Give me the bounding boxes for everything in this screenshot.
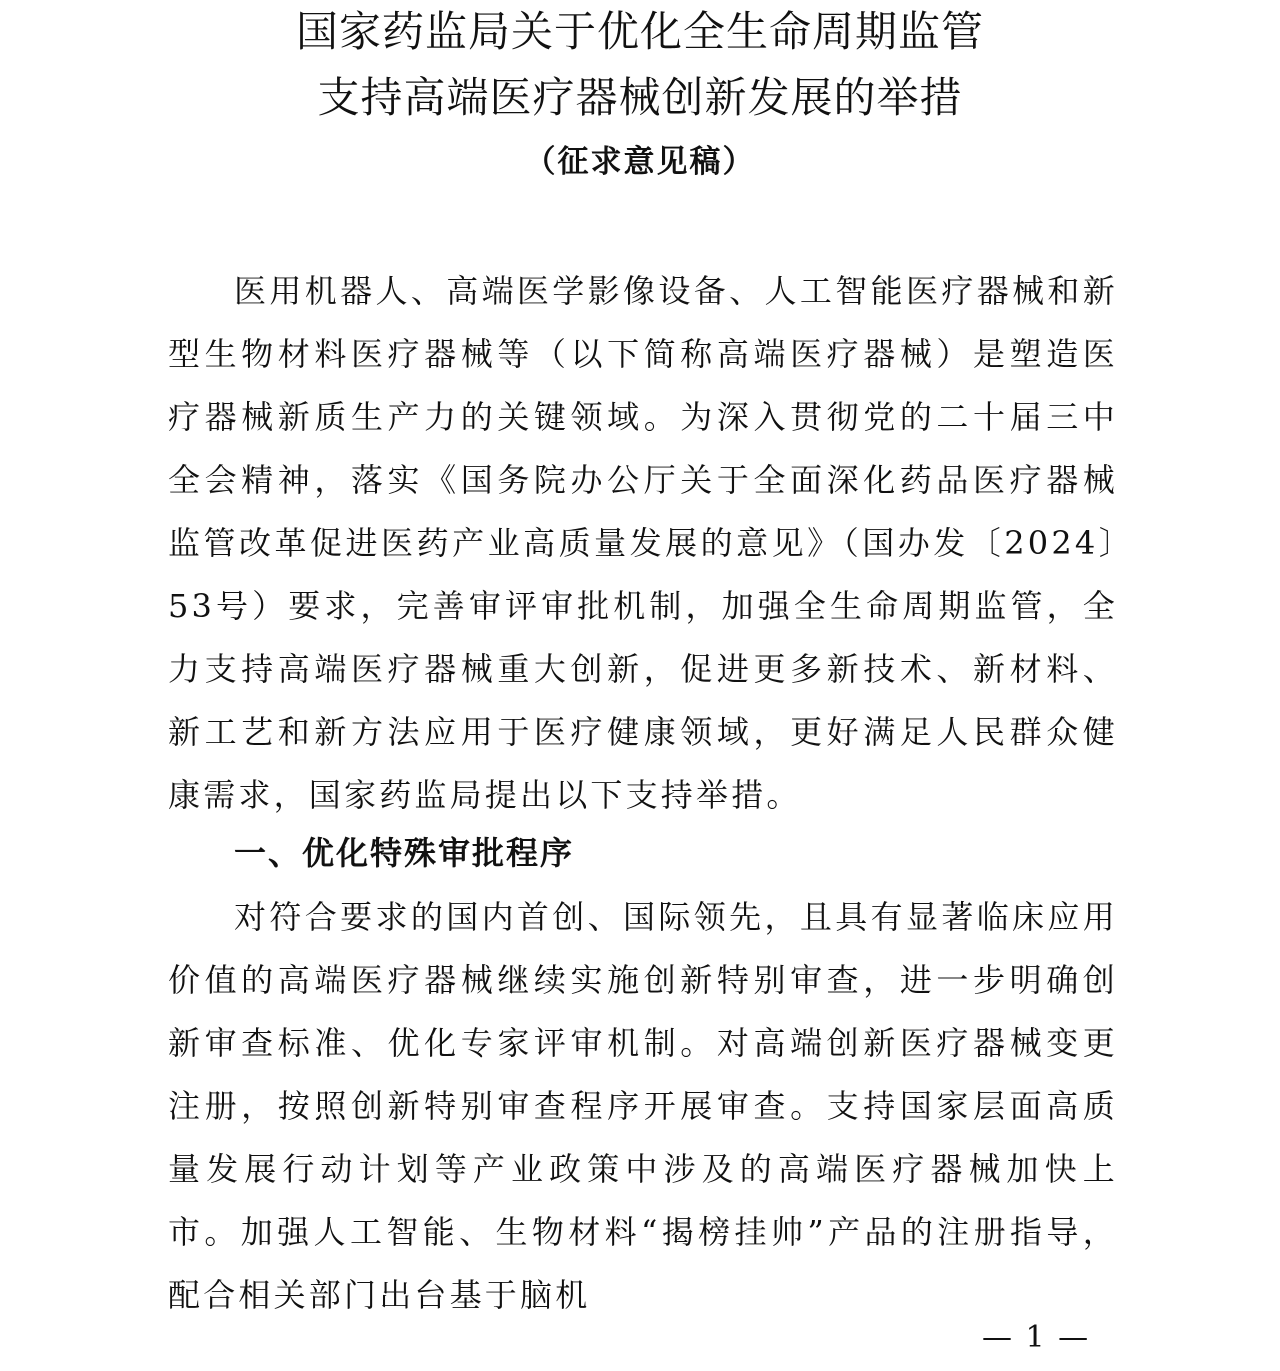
document-title-line-2: 支持高端医疗器械创新发展的举措: [317, 73, 963, 122]
page-number: — 1 —: [982, 1320, 1091, 1355]
intro-paragraph: 医用机器人、高端医学影像设备、人工智能医疗器械和新型生物材料医疗器械等（以下简称高端医疗器械）是塑造医疗器械新质生产力的关键领域。为深入贯彻党的二十届三中全会精神，落实《国务院办公厅关于全面深化药品医疗器械监管改革促进医药产业高质量发展的意见》（国办发〔2024〕53号）要求，完善审评审批机制，加强全生命周期监管，全力支持高端医疗器械重大创新，促进更多新技术、新材料、新工艺和新方法应用于医疗健康领域，更好满足人民群众健康需求，国家药监局提出以下支持举措。: [168, 272, 1118, 814]
document-title-line-1: 国家药监局关于优化全生命周期监管: [295, 7, 984, 56]
document-subtitle: （征求意见稿）: [524, 144, 756, 180]
section-heading-1: 一、优化特殊审批程序: [234, 834, 575, 872]
section-1-paragraph: 对符合要求的国内首创、国际领先，且具有显著临床应用价值的高端医疗器械继续实施创新特别审查，进一步明确创新审查标准、优化专家评审机制。对高端创新医疗器械变更注册，按照创新特别审查程序开展审查。支持国家层面高质量发展行动计划等产业政策中涉及的高端医疗器械加快上市。加强人工智能、生物材料“揭榜挂帅”产品的注册指导，配合相关部门出台基于脑机: [168, 898, 1118, 1314]
